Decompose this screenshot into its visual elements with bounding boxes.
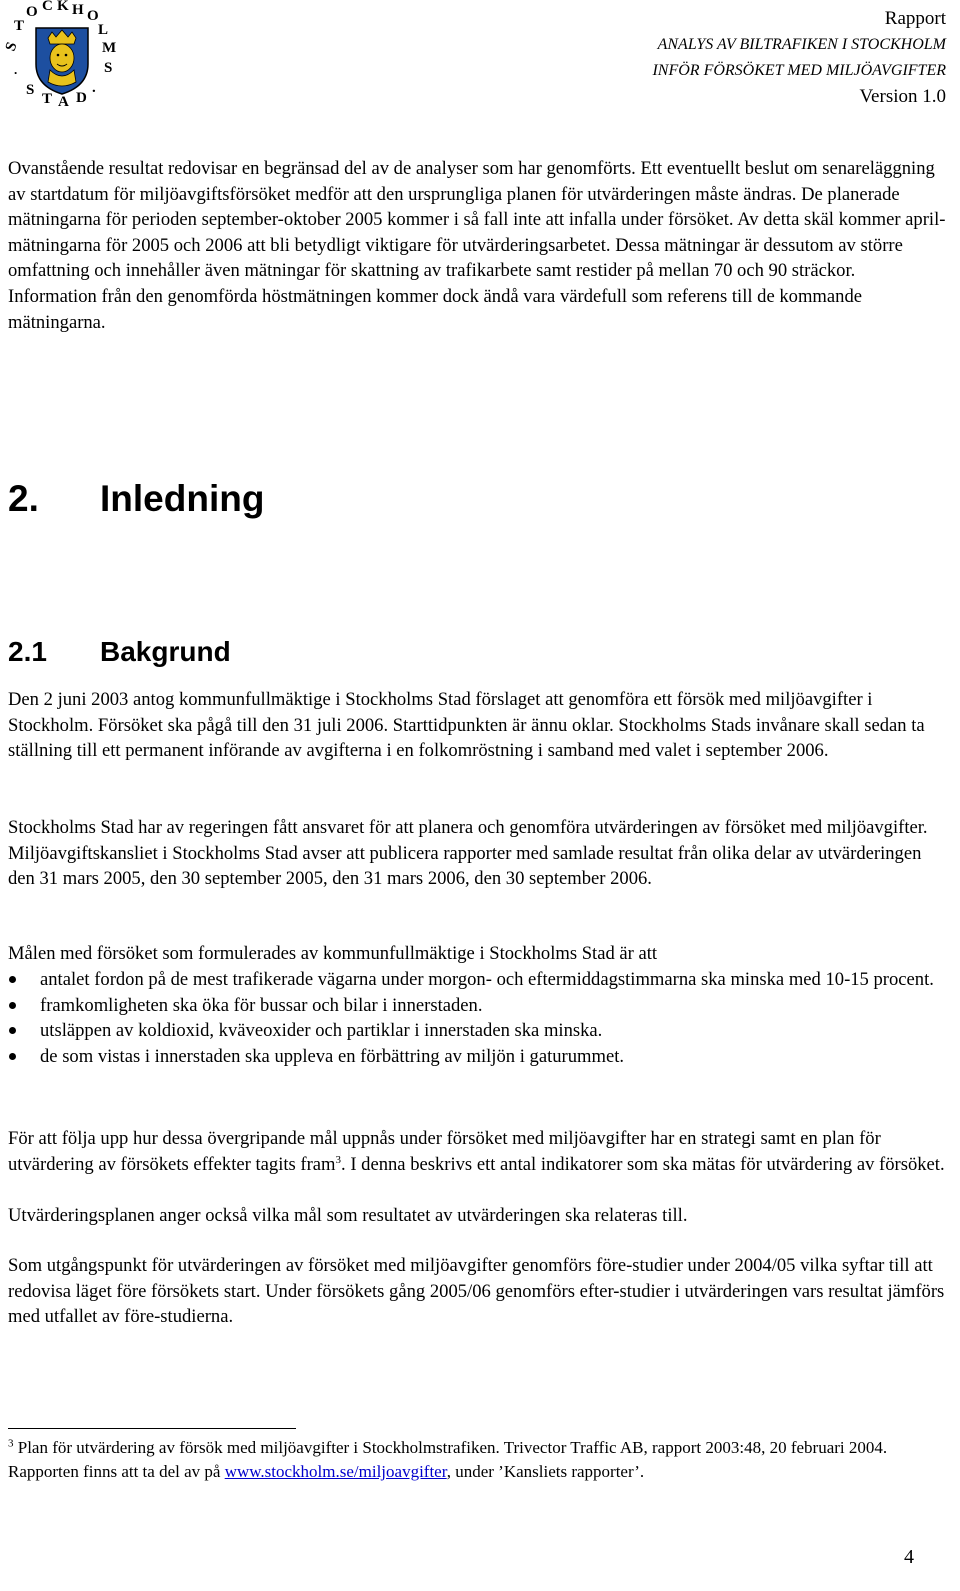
stockholms-stad-logo (2, 0, 117, 110)
doc-title-line1: ANALYS AV BILTRAFIKEN I STOCKHOLM (657, 36, 946, 53)
svg-text:M: M (102, 40, 117, 56)
subsection-heading (8, 636, 231, 668)
subsection-title: Bakgrund (100, 636, 231, 667)
page-header (652, 6, 946, 110)
svg-text:.: . (14, 62, 18, 77)
footnote-number: 3 (8, 1437, 14, 1450)
svg-text:S: S (104, 60, 113, 76)
doc-version: Version 1.0 (859, 86, 946, 107)
list-item: de som vistas i innerstaden ska uppleva en förbättring av miljön i gaturummet. (8, 1044, 948, 1070)
intro-paragraph: Ovanstående resultat redovisar en begränsad del av de analyser som har genomförts. Ett eventuellt beslut om senareläggning av startdatum för miljöavgiftsförsöket medför att den ursprungliga planen för utvärderingen måste ändras. De planerade mätningarna för perioden september-oktober 2005 kommer i så fall inte att infalla under försöket. Av detta skäl kommer april-mätningarna för 2005 och 2006 att bli betydligt viktigare för utvärderingsarbetet. Dessa mätningar är dessutom av större omfattning och innehåller även mätningar för skattning av trafikarbete samt restider på mellan 70 och 90 sträckor. Information från den genomförda höstmätningen kommer dock ändå vara värdefull som referens till de kommande mätningarna. (8, 158, 946, 333)
svg-text:S: S (2, 40, 21, 54)
svg-text:C: C (42, 0, 53, 14)
paragraph-5: Som utgångspunkt för utvärderingen av försöket med miljöavgifter genomförs före-studier under 2004/05 vilka syftar till att redovisa läget före försökets start. Under försökets gång 2005/06 genomförs efter-studier i utvärderingen vars resultat jämförs med utfallet av före-studierna. (8, 1255, 945, 1328)
svg-text:L: L (98, 22, 109, 38)
paragraph-1: Den 2 juni 2003 antog kommunfullmäktige i Stockholms Stad förslaget att genomföra ett försök med miljöavgifter i Stockholm. Försöket ska pågå till den 31 juli 2006. Starttidpunkten är ännu oklar. Stockholms Stads invånare skall sedan ta ställning till ett permanent införande av avgifterna i en folkomröstning i samband med valet i september 2006. (8, 689, 925, 762)
list-item: framkomligheten ska öka för bussar och bilar i innerstaden. (8, 993, 948, 1019)
page-number: 4 (904, 1546, 914, 1568)
svg-text:D: D (76, 90, 87, 106)
svg-text:O: O (26, 4, 38, 20)
svg-text:K: K (57, 0, 69, 14)
footnote (8, 1436, 948, 1484)
paragraph-3 (8, 1126, 948, 1177)
footnote-reference[interactable]: 3 (335, 1153, 342, 1166)
svg-text:H: H (72, 2, 84, 18)
section-number: 2. (8, 478, 39, 519)
doc-type: Rapport (884, 8, 946, 29)
goals-intro: Målen med försöket som formulerades av kommunfullmäktige i Stockholms Stad är att (8, 943, 658, 964)
goals-list (8, 967, 948, 1069)
paragraph-3-text-a: För att följa upp hur dessa övergripande mål uppnås under försöket med miljöavgifter har en strategi samt en plan för utvärdering av försökets effekter tagits fram (8, 1128, 881, 1175)
svg-text:T: T (42, 91, 53, 107)
footnote-text: Plan för utvärdering av försök med miljöavgifter i Stockholmstrafiken. Trivector Traffic AB, rapport 2003:48, 20 februari 2004. Rapporten finns att ta del av på (8, 1438, 888, 1481)
section-heading (8, 478, 264, 520)
svg-text:S: S (26, 82, 35, 98)
paragraph-3-text-b: . I denna beskrivs ett antal indikatorer som ska mätas för utvärdering av försöket. (341, 1153, 945, 1175)
paragraph-4: Utvärderingsplanen anger också vilka mål som resultatet av utvärderingen ska relateras till. (8, 1205, 688, 1226)
list-item: antalet fordon på de mest trafikerade vägarna under morgon- och eftermiddagstimmarna ska minska med 10-15 procent. (8, 967, 948, 993)
paragraph-2: Stockholms Stad har av regeringen fått ansvaret för att planera och genomföra utvärderingen av försöket med miljöavgifter. Miljöavgiftskansliet i Stockholms Stad avser att publicera rapporter med samlade resultat från olika delar av utvärderingen den 31 mars 2005, den 30 september 2005, den 31 mars 2006, den 30 september 2006. (8, 817, 928, 890)
list-item: utsläppen av koldioxid, kväveoxider och partiklar i innerstaden ska minska. (8, 1018, 948, 1044)
subsection-number: 2.1 (8, 636, 47, 667)
svg-text:.: . (92, 80, 96, 96)
section-title: Inledning (100, 478, 265, 519)
footnote-text-end: , under ’Kansliets rapporter’. (446, 1462, 645, 1481)
svg-text:T: T (14, 18, 25, 34)
svg-text:A: A (58, 94, 69, 110)
doc-title-line2: INFÖR FÖRSÖKET MED MILJÖAVGIFTER (652, 62, 946, 79)
footnote-divider (8, 1428, 296, 1429)
svg-text:O: O (87, 8, 99, 24)
footnote-link[interactable]: www.stockholm.se/miljoavgifter (224, 1462, 447, 1481)
